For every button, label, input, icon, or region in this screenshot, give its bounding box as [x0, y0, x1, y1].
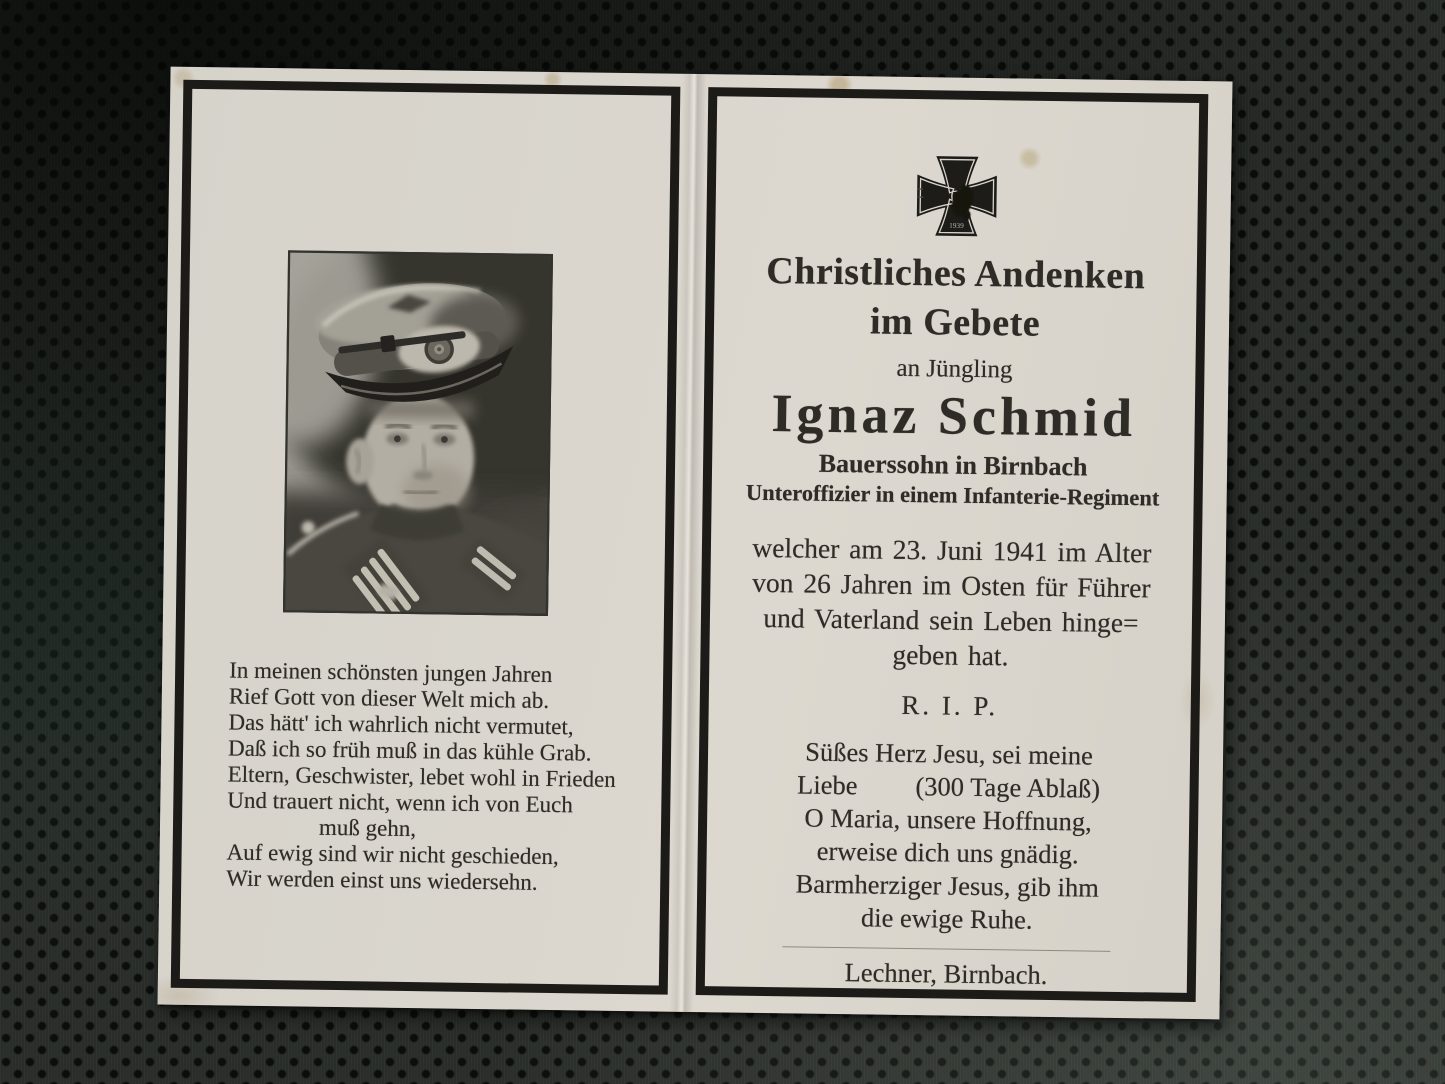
title-line-2: im Gebete — [869, 300, 1041, 345]
rip-line: R. I. P. — [901, 690, 999, 722]
soldier-portrait-photo — [283, 250, 553, 616]
iron-cross-icon — [908, 155, 1005, 237]
prayer-line: erweise dich uns gnädig. — [816, 835, 1079, 870]
prayer-line: Barmherziger Jesus, gib ihm — [795, 868, 1100, 903]
prayer-line: die ewige Ruhe. — [860, 902, 1033, 935]
obituary-line: und Vaterland sein Leben hinge= — [763, 602, 1139, 639]
indulgence-note: (300 Tage Ablaß) — [915, 771, 1101, 804]
poem-line: In meinen schönsten jungen Jahren — [229, 657, 553, 688]
poem-line: Und trauert nicht, wenn ich von Euch — [227, 787, 574, 818]
obituary-line: geben hat. — [892, 638, 1009, 672]
poem-line: Auf ewig sind wir nicht geschieden, — [226, 839, 559, 870]
prayer-line: O Maria, unsere Hoffnung, — [804, 802, 1092, 837]
title-line-1: Christliches Andenken — [766, 250, 1146, 298]
right-panel-frame — [696, 87, 1209, 1002]
prayer-line-fragment: Liebe — [796, 769, 858, 801]
card-title — [765, 247, 1145, 350]
deceased-rank: Unteroffizier in einem Infanterie-Regiment — [745, 479, 1160, 511]
poem-line: Das hätt' ich wahrlich nicht vermutet, — [228, 709, 574, 740]
poem-line: Daß ich so früh muß in das kühle Grab. — [227, 735, 592, 766]
obituary-line: welcher am 23. Juni 1941 im Alter — [752, 531, 1152, 569]
dedication-line: an Jüngling — [896, 354, 1013, 384]
poem-line: muß gehn, — [318, 814, 417, 842]
prayer-line: Süßes Herz Jesu, sei meine — [805, 736, 1094, 771]
deceased-name: Ignaz Schmid — [771, 383, 1137, 449]
obituary-text — [751, 530, 1152, 676]
obituary-line: von 26 Jahren im Osten für Führer — [752, 566, 1151, 604]
prayer-block — [795, 736, 1101, 938]
divider-rule — [782, 946, 1110, 951]
memorial-card — [158, 67, 1233, 1020]
left-panel-frame — [171, 80, 681, 995]
publisher-line: Lechner, Birnbach. — [844, 957, 1048, 990]
prayer-line-with-indulgence — [797, 769, 1101, 806]
poem-line: Eltern, Geschwister, lebet wohl in Frieden — [227, 761, 616, 792]
memorial-poem — [226, 658, 663, 898]
cross-year-label: 1939 — [949, 220, 964, 230]
deceased-origin: Bauerssohn in Birnbach — [818, 448, 1088, 482]
poem-line: Rief Gott von dieser Welt mich ab. — [228, 683, 550, 713]
poem-line: Wir werden einst uns wiedersehn. — [226, 865, 538, 895]
